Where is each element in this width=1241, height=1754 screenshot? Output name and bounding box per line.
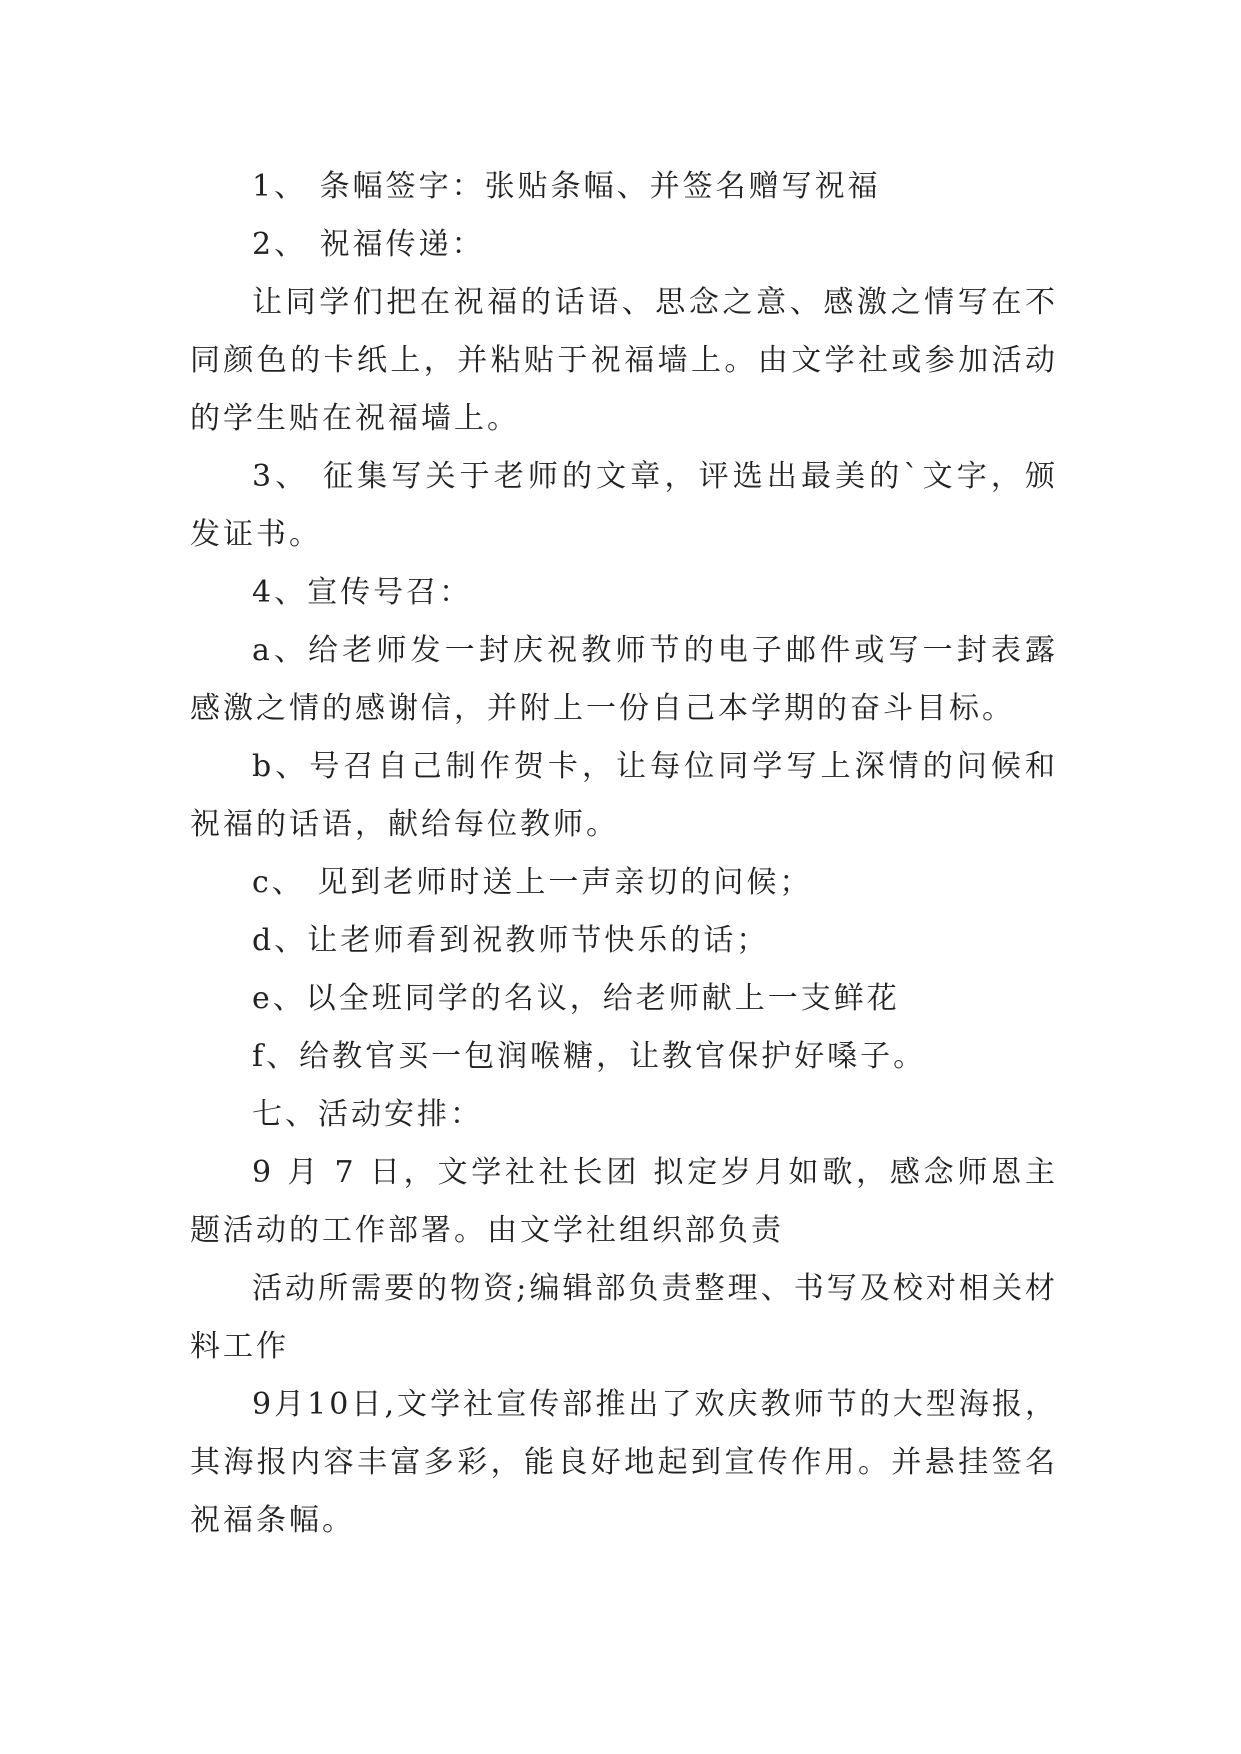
paragraph-item-a: a、给老师发一封庆祝教师节的电子邮件或写一封表露感激之情的感谢信，并附上一份自己本学期的奋斗目标。 bbox=[190, 633, 1058, 726]
paragraph-item-b: b、号召自己制作贺卡，让每位同学写上深情的问候和祝福的话语，献给每位教师。 bbox=[190, 749, 1058, 842]
paragraph-item-c: c、 见到老师时送上一声亲切的问候； bbox=[252, 865, 813, 900]
paragraph-item-2: 2、 祝福传递： bbox=[252, 227, 485, 262]
paragraph-item-d: d、让老师看到祝教师节快乐的话； bbox=[252, 923, 770, 958]
paragraph-item-1: 1、 条幅签字：张贴条幅、并签名赠写祝福 bbox=[252, 169, 881, 204]
paragraph-item-3: 3、 征集写关于老师的文章，评选出最美的`文字，颁发证书。 bbox=[190, 459, 1058, 552]
paragraph-sept-7: 9 月 7 日，文学社社长团 拟定岁月如歌，感念师恩主题活动的工作部署。由文学社组织部负责 bbox=[190, 1155, 1058, 1248]
paragraph-item-f: f、给教官买一包润喉糖，让教官保护好嗓子。 bbox=[252, 1039, 927, 1074]
section-heading-schedule: 七、活动安排： bbox=[252, 1097, 483, 1132]
paragraph-blessing-wall: 让同学们把在祝福的话语、思念之意、感激之情写在不同颜色的卡纸上，并粘贴于祝福墙上。由文学社或参加活动的学生贴在祝福墙上。 bbox=[190, 285, 1058, 436]
paragraph-sept-10: 9月10日,文学社宣传部推出了欢庆教师节的大型海报，其海报内容丰富多彩，能良好地起到宣传作用。并悬挂签名祝福条幅。 bbox=[190, 1387, 1058, 1538]
document-body bbox=[190, 158, 1058, 1550]
paragraph-materials: 活动所需要的物资;编辑部负责整理、书写及校对相关材料工作 bbox=[190, 1271, 1058, 1364]
paragraph-item-4: 4、宣传号召： bbox=[252, 575, 473, 610]
paragraph-item-e: e、以全班同学的名议，给老师献上一支鲜花 bbox=[252, 981, 900, 1016]
